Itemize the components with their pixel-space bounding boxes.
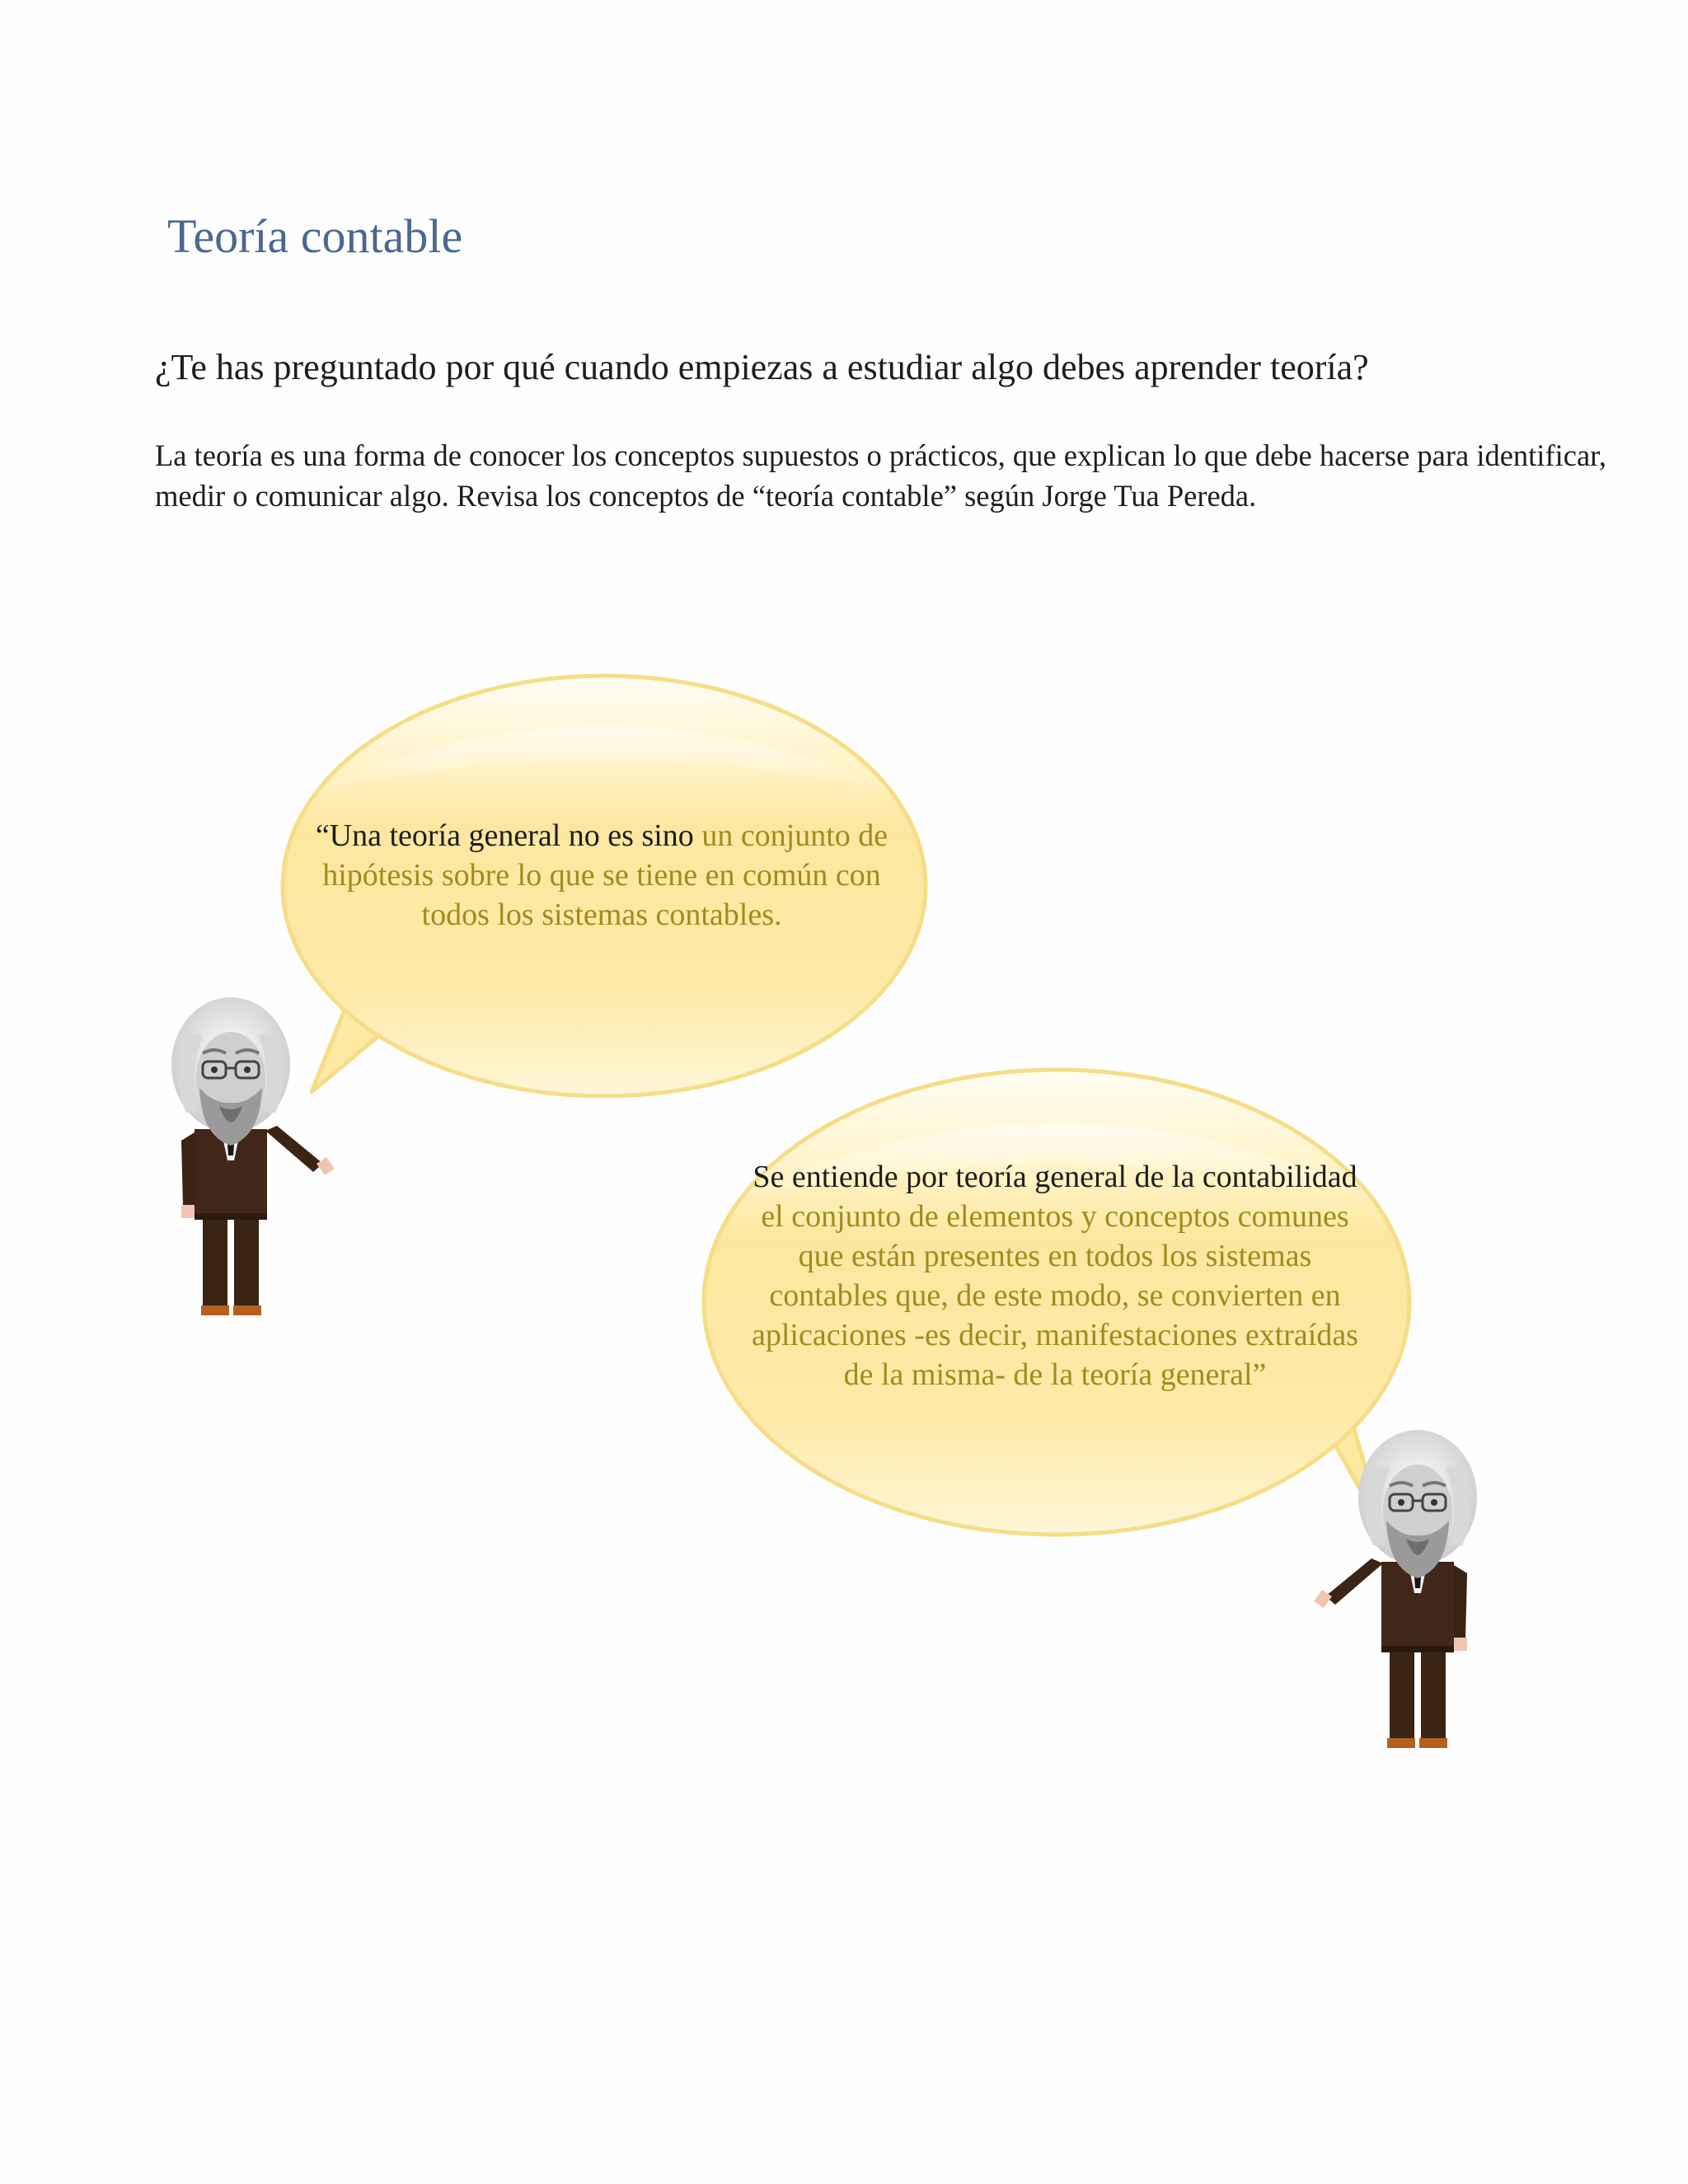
quote-2-highlight: el conjunto de elementos y conceptos comunes que están presentes en todos los sistemas contables que, de este modo, se convierten en aplicaciones -es decir, manifestaciones extraídas de la misma- de la teoría general” bbox=[752, 1199, 1358, 1392]
intro-paragraph: La teoría es una forma de conocer los conceptos supuestos o prácticos, que explican lo que debe hacerse para identificar, medir o comunicar algo. Revisa los conceptos de “teoría contable” según Jorge Tua Pereda. bbox=[155, 438, 1606, 513]
cartoon-professor-icon bbox=[1314, 1430, 1477, 1748]
quote-text-1 bbox=[288, 816, 915, 935]
quote-text-2 bbox=[742, 1157, 1368, 1394]
quote-1-plain: “Una teoría general no es sino bbox=[315, 818, 702, 853]
quote-2-plain: Se entiende por teoría general de la contabilidad bbox=[753, 1160, 1357, 1194]
lead-question: ¿Te has preguntado por qué cuando empiezas a estudiar algo debes aprender teoría? bbox=[155, 347, 1369, 387]
quote-1-highlight: un conjunto de hipótesis sobre lo que se tiene en común con todos los sistemas contables. bbox=[322, 818, 889, 932]
cartoon-professor-icon bbox=[171, 997, 335, 1315]
page-title: Teoría contable bbox=[167, 209, 463, 263]
